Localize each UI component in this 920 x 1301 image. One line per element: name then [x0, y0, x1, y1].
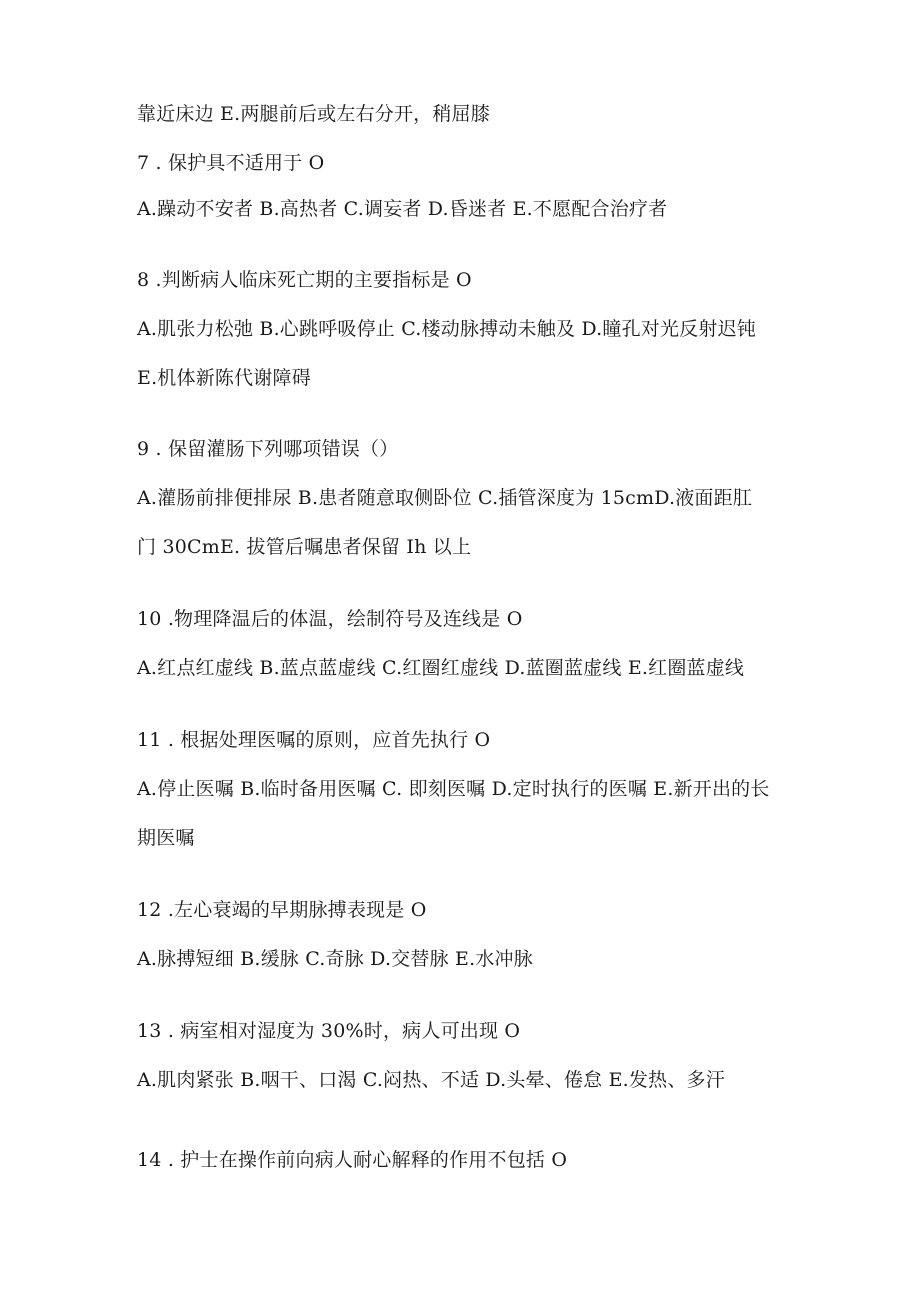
question-13-options: A.肌肉紧张 B.咽干、口渴 C.闷热、不适 D.头晕、倦怠 E.发热、多汗	[137, 1069, 725, 1091]
question-14: 14 . 护士在操作前向病人耐心解释的作用不包括 O	[137, 1149, 568, 1171]
question-10: 10 .物理降温后的体温，绘制符号及连线是 O	[137, 608, 523, 630]
question-7: 7 . 保护具不适用于 O	[137, 152, 325, 174]
question-8-options-continued: E.机体新陈代谢障碍	[137, 367, 311, 389]
question-10-options: A.红点红虚线 B.蓝点蓝虚线 C.红圈红虚线 D.蓝圈蓝虚线 E.红圈蓝虚线	[137, 657, 745, 679]
question-8: 8 .判断病人临床死亡期的主要指标是 O	[137, 269, 472, 291]
question-13: 13 . 病室相对湿度为 30%时，病人可出现 O	[137, 1020, 521, 1042]
question-9-options-continued: 门 30CmE. 拔管后嘱患者保留 Ih 以上	[137, 536, 472, 558]
text-line: 靠近床边 E.两腿前后或左右分开，稍屈膝	[137, 103, 490, 125]
question-11-options: A.停止医嘱 B.临时备用医嘱 C. 即刻医嘱 D.定时执行的医嘱 E.新开出的长	[137, 778, 770, 800]
question-12-options: A.脉搏短细 B.缓脉 C.奇脉 D.交替脉 E.水冲脉	[137, 948, 533, 970]
question-12: 12 .左心衰竭的早期脉搏表现是 O	[137, 899, 427, 921]
question-8-options: A.肌张力松弛 B.心跳呼吸停止 C.楼动脉搏动未触及 D.瞳孔对光反射迟钝	[137, 318, 756, 340]
question-11: 11 . 根据处理医嘱的原则，应首先执行 O	[137, 729, 491, 751]
question-7-options: A.躁动不安者 B.高热者 C.调妄者 D.昏迷者 E.不愿配合治疗者	[137, 198, 668, 220]
question-11-options-continued: 期医嘱	[137, 827, 195, 849]
question-9: 9 . 保留灌肠下列哪项错误（）	[137, 438, 399, 460]
question-9-options: A.灌肠前排便排尿 B.患者随意取侧卧位 C.插管深度为 15cmD.液面距肛	[137, 487, 753, 509]
